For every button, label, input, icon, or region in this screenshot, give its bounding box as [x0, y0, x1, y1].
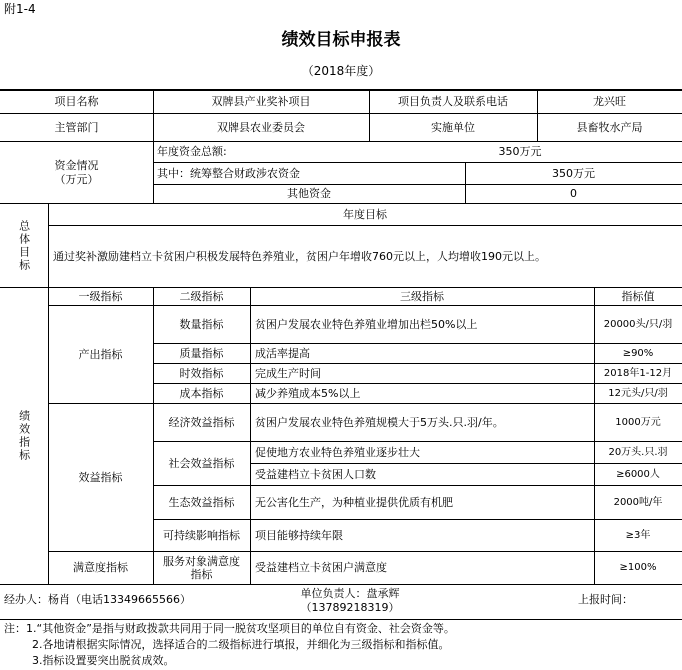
l2-quantity: 数量指标 [179, 317, 224, 331]
benefit-indicator-label: 效益指标 [78, 470, 123, 484]
val-quantity: 20000头/只/羽 [603, 318, 673, 330]
l3-cost: 减少养殖成本5%以上 [255, 386, 361, 400]
l2-economic: 经济效益指标 [168, 415, 235, 429]
l3-social-2: 受益建档立卡贫困人口数 [255, 467, 376, 481]
l2-quality: 质量指标 [179, 346, 224, 360]
l2-social: 社会效益指标 [168, 456, 235, 470]
l2-sustainability: 可持续影响指标 [163, 528, 240, 542]
impl-label: 实施单位 [431, 120, 475, 134]
funds-total-label: 年度资金总额: [157, 145, 227, 159]
l3-satisfaction: 受益建档立卡贫困户满意度 [255, 561, 387, 575]
l2-timeliness: 时效指标 [179, 366, 224, 380]
dept-label: 主管部门 [54, 120, 99, 134]
unit-head: 单位负责人：盘承辉 [300, 587, 400, 601]
val-timeliness: 2018年1-12月 [603, 367, 673, 379]
satisfaction-indicator-label: 满意度指标 [73, 561, 128, 575]
responsible-label: 项目负责人及联系电话 [398, 94, 508, 108]
val-economic: 1000万元 [615, 416, 661, 428]
page-title: 绩效目标申报表 [281, 29, 401, 50]
val-sustainability: ≥3年 [625, 529, 651, 541]
l3-quantity: 贫困户发展农业特色养殖业增加出栏50%以上 [255, 317, 478, 331]
funds-total-value: 350万元 [498, 145, 542, 159]
year-label: （2018年度） [301, 63, 381, 78]
impl-value: 县畜牧水产局 [576, 120, 643, 134]
val-ecological: 2000吨/年 [613, 496, 663, 508]
funds-other-value: 0 [570, 187, 577, 201]
funds-integrated-label: 其中：统筹整合财政涉农资金 [157, 166, 300, 180]
col-l1-header: 一级指标 [78, 289, 123, 303]
goal-side-label: 总体目标 [17, 219, 31, 272]
l3-ecological: 无公害化生产，为种植业提供优质有机肥 [255, 495, 453, 509]
project-name-label: 项目名称 [54, 94, 99, 108]
l2-cost: 成本指标 [179, 386, 224, 400]
funds-label: 资金情况 [54, 159, 99, 173]
l3-timeliness: 完成生产时间 [255, 366, 321, 380]
responsible-value: 龙兴旺 [593, 94, 626, 108]
val-satisfaction: ≥100% [619, 562, 657, 573]
val-quality: ≥90% [622, 347, 654, 359]
col-l2-header: 二级指标 [179, 289, 224, 303]
note-2: 2.各地请根据实际情况，选择适合的二级指标进行填报，并细化为三级指标和指标值。 [32, 638, 450, 651]
col-value-header: 指标值 [621, 289, 655, 303]
l3-quality: 成活率提高 [255, 346, 310, 360]
perf-side-label: 绩效指标 [17, 410, 31, 462]
l2-satisfaction: 服务对象满意度指标 [163, 554, 240, 581]
l3-social-1: 促使地方农业特色养殖业逐步壮大 [255, 445, 420, 459]
funds-unit: （万元） [54, 172, 99, 186]
attachment-label: 附1-4 [4, 2, 36, 16]
col-l3-header: 三级指标 [400, 289, 444, 303]
val-cost: 12元头/只/羽 [608, 387, 668, 399]
note-1: 注：1.“其他资金”是指与财政拨款共同用于同一脱贫攻坚项目的单位自有资金、社会资金等。 [4, 622, 455, 635]
val-social-1: 20万头.只.羽 [608, 446, 668, 458]
goal-text: 通过奖补激励建档立卡贫困户积极发展特色养殖业，贫困户年增收760元以上，人均增收190元以上。 [53, 249, 546, 263]
handler-info: 经办人：杨肖（电话13349665566） [4, 593, 191, 606]
funds-label-cell [0, 142, 153, 203]
val-social-2: ≥6000人 [616, 468, 660, 480]
note-3: 3.指标设置要突出脱贫成效。 [32, 654, 175, 667]
dept-value: 双牌县农业委员会 [217, 120, 305, 134]
funds-integrated-value: 350万元 [552, 166, 595, 180]
report-time: 上报时间： [578, 593, 633, 606]
unit-head-phone: （13789218319） [300, 601, 400, 615]
funds-other-label: 其他资金 [287, 187, 331, 201]
l3-economic: 贫困户发展农业特色养殖规模大于5万头.只.羽/年。 [255, 415, 504, 429]
goal-header: 年度目标 [343, 207, 387, 221]
output-indicator-label: 产出指标 [78, 347, 123, 361]
l2-ecological: 生态效益指标 [168, 495, 235, 509]
project-name-value: 双牌县产业奖补项目 [211, 94, 311, 108]
l3-sustainability: 项目能够持续年限 [255, 528, 343, 542]
